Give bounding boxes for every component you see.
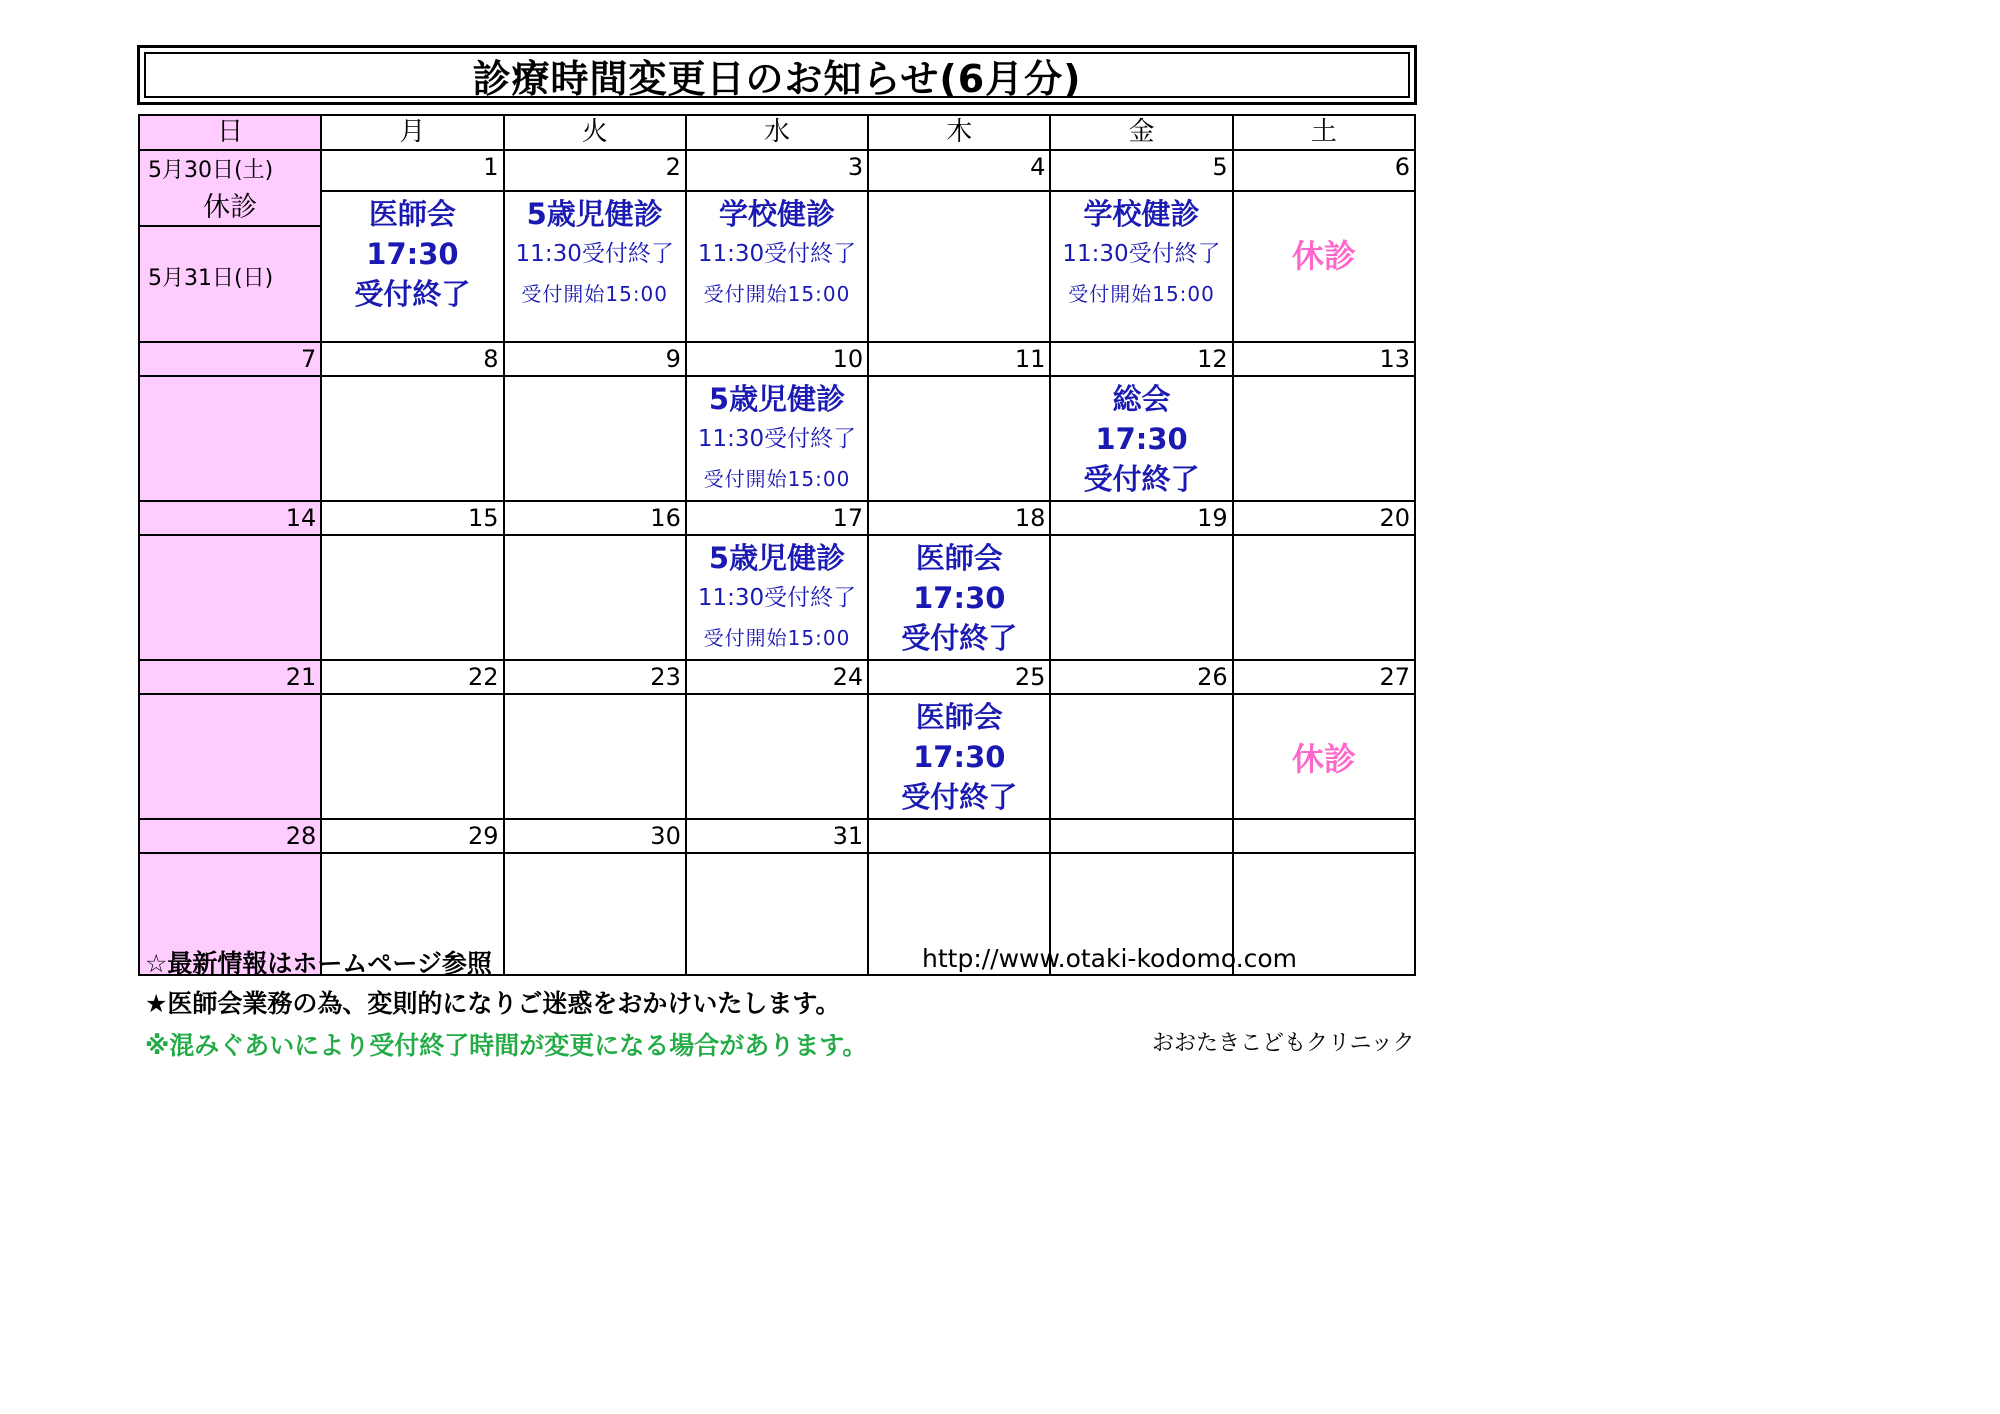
day-event-cell: [139, 694, 321, 819]
date-number: 27: [1233, 660, 1415, 694]
date-number: 25: [868, 660, 1050, 694]
event-line: 17:30: [1095, 421, 1188, 456]
event-line: 学校健診: [718, 196, 835, 231]
weekday-thursday: 木: [868, 115, 1050, 150]
day-event-cell: [868, 694, 1050, 819]
week-date-row: [139, 342, 1415, 376]
title-inner-frame: [144, 52, 1410, 101]
date-number: 13: [1233, 342, 1415, 376]
event-checkup: [1051, 192, 1231, 315]
weekday-friday: 金: [1050, 115, 1232, 150]
day-event-cell: [504, 694, 686, 819]
event-line: 11:30受付終了: [697, 425, 857, 452]
date-number: 28: [139, 819, 321, 853]
title-frame: [137, 45, 1417, 105]
day-event-cell: [686, 535, 868, 660]
date-number: 19: [1050, 501, 1232, 535]
event-line: 受付開始15:00: [703, 281, 851, 306]
date-number: 15: [321, 501, 503, 535]
event-line: 受付終了: [354, 276, 471, 311]
day-event-cell: [868, 535, 1050, 660]
event-checkup: [505, 192, 685, 315]
event-meeting: [1051, 377, 1231, 500]
event-line: 11:30受付終了: [697, 240, 857, 267]
date-number: [1233, 819, 1415, 853]
date-number: [868, 819, 1050, 853]
date-number: [1050, 819, 1232, 853]
date-number: 5: [1050, 150, 1232, 191]
footer-url: http://www.otaki-kodomo.com: [922, 944, 1298, 973]
event-line: 11:30受付終了: [697, 584, 857, 611]
event-meeting: [322, 192, 502, 315]
event-meeting: [869, 695, 1049, 818]
weekday-header-row: [139, 115, 1415, 150]
event-line: 受付開始15:00: [703, 466, 851, 491]
day-event-cell: [1050, 694, 1232, 819]
event-line: 5歳児健診: [708, 540, 846, 575]
may-closed-label: 休診: [203, 192, 258, 223]
day-event-cell: [1233, 376, 1415, 501]
date-number: 24: [686, 660, 868, 694]
event-closed: [1234, 192, 1414, 315]
date-number: 26: [1050, 660, 1232, 694]
footer-note-apology: ★医師会業務の為、変則的になりご迷惑をおかけいたします。: [145, 989, 841, 1018]
date-number: 22: [321, 660, 503, 694]
page-title: 診療時間変更日のお知らせ(6月分): [472, 56, 1082, 101]
day-event-cell: [321, 694, 503, 819]
weekday-wednesday: 水: [686, 115, 868, 150]
day-event-cell: [321, 376, 503, 501]
day-event-cell: [1050, 376, 1232, 501]
event-line: 受付終了: [1083, 461, 1200, 496]
event-line: 受付終了: [901, 779, 1018, 814]
day-event-cell: [139, 376, 321, 501]
weekday-tuesday: 火: [504, 115, 686, 150]
calendar-body: [139, 115, 1415, 975]
date-number: 1: [321, 150, 503, 191]
date-number: 29: [321, 819, 503, 853]
day-event-cell: [504, 191, 686, 342]
date-number: 16: [504, 501, 686, 535]
event-checkup: [687, 536, 867, 659]
event-line: 医師会: [915, 540, 1003, 575]
event-line: 受付開始15:00: [1068, 281, 1215, 306]
event-checkup: [687, 377, 867, 500]
footer-note-congestion: ※混みぐあいにより受付終了時間が変更になる場合があります。: [145, 1031, 868, 1060]
may-divider: [140, 225, 320, 227]
date-number: 6: [1233, 150, 1415, 191]
may-closed-inner: [140, 151, 320, 339]
footer-note-homepage: ☆最新情報はホームページ参照: [145, 949, 492, 978]
date-number: 18: [868, 501, 1050, 535]
event-line: 学校健診: [1083, 196, 1200, 231]
event-line: 医師会: [915, 699, 1003, 734]
day-event-cell: [139, 535, 321, 660]
event-meeting: [869, 536, 1049, 659]
day-event-cell: [686, 376, 868, 501]
day-event-cell: [868, 191, 1050, 342]
date-number: 7: [139, 342, 321, 376]
date-number: 14: [139, 501, 321, 535]
event-line: 5歳児健診: [526, 196, 663, 231]
week-date-row: [139, 501, 1415, 535]
weekday-saturday: 土: [1233, 115, 1415, 150]
event-line: 医師会: [368, 196, 456, 231]
day-event-cell: [504, 853, 686, 975]
day-event-cell: [504, 376, 686, 501]
day-event-cell: [321, 191, 503, 342]
event-line: 受付終了: [901, 620, 1018, 655]
date-number: 17: [686, 501, 868, 535]
date-number: 21: [139, 660, 321, 694]
week-date-row: [139, 660, 1415, 694]
event-line: 17:30: [913, 580, 1006, 615]
day-event-cell: [868, 376, 1050, 501]
may30-label: 5月30日(土): [148, 158, 274, 183]
day-event-cell: [1233, 535, 1415, 660]
date-number: 23: [504, 660, 686, 694]
event-closed: [1234, 695, 1414, 818]
event-line: 5歳児健診: [708, 381, 846, 416]
day-event-cell: [321, 535, 503, 660]
date-number: 10: [686, 342, 868, 376]
weekday-monday: 月: [321, 115, 503, 150]
event-line: 17:30: [366, 236, 459, 271]
date-number: 8: [321, 342, 503, 376]
week-event-row: [139, 694, 1415, 819]
event-line: 受付開始15:00: [703, 625, 851, 650]
date-number: 31: [686, 819, 868, 853]
calendar-table: [138, 114, 1416, 976]
event-line: 総会: [1112, 381, 1171, 416]
day-event-cell: [1233, 191, 1415, 342]
date-number: 30: [504, 819, 686, 853]
may-closed-cell: [139, 150, 321, 342]
date-number: 3: [686, 150, 868, 191]
may31-label: 5月31日(日): [148, 266, 274, 291]
day-event-cell: [686, 853, 868, 975]
day-event-cell: [1233, 694, 1415, 819]
event-line: 受付開始15:00: [521, 281, 669, 306]
week-event-row: [139, 376, 1415, 501]
weekday-sunday: 日: [139, 115, 321, 150]
day-event-cell: [686, 694, 868, 819]
date-number: 11: [868, 342, 1050, 376]
date-number: 9: [504, 342, 686, 376]
day-event-cell: [1050, 191, 1232, 342]
event-checkup: [687, 192, 867, 315]
week-date-row: [139, 150, 1415, 191]
day-event-cell: [504, 535, 686, 660]
week-event-row: [139, 535, 1415, 660]
date-number: 4: [868, 150, 1050, 191]
closed-label: 休診: [1291, 236, 1356, 275]
event-line: 11:30受付終了: [515, 240, 674, 267]
event-line: 17:30: [913, 739, 1006, 774]
week-event-row: [139, 191, 1415, 342]
date-number: 20: [1233, 501, 1415, 535]
day-event-cell: [1050, 535, 1232, 660]
date-number: 12: [1050, 342, 1232, 376]
clinic-name: おおたきこどもクリニック: [1152, 1031, 1415, 1056]
week-date-row: [139, 819, 1415, 853]
date-number: 2: [504, 150, 686, 191]
event-line: 11:30受付終了: [1062, 240, 1221, 267]
closed-label: 休診: [1291, 739, 1356, 778]
day-event-cell: [686, 191, 868, 342]
